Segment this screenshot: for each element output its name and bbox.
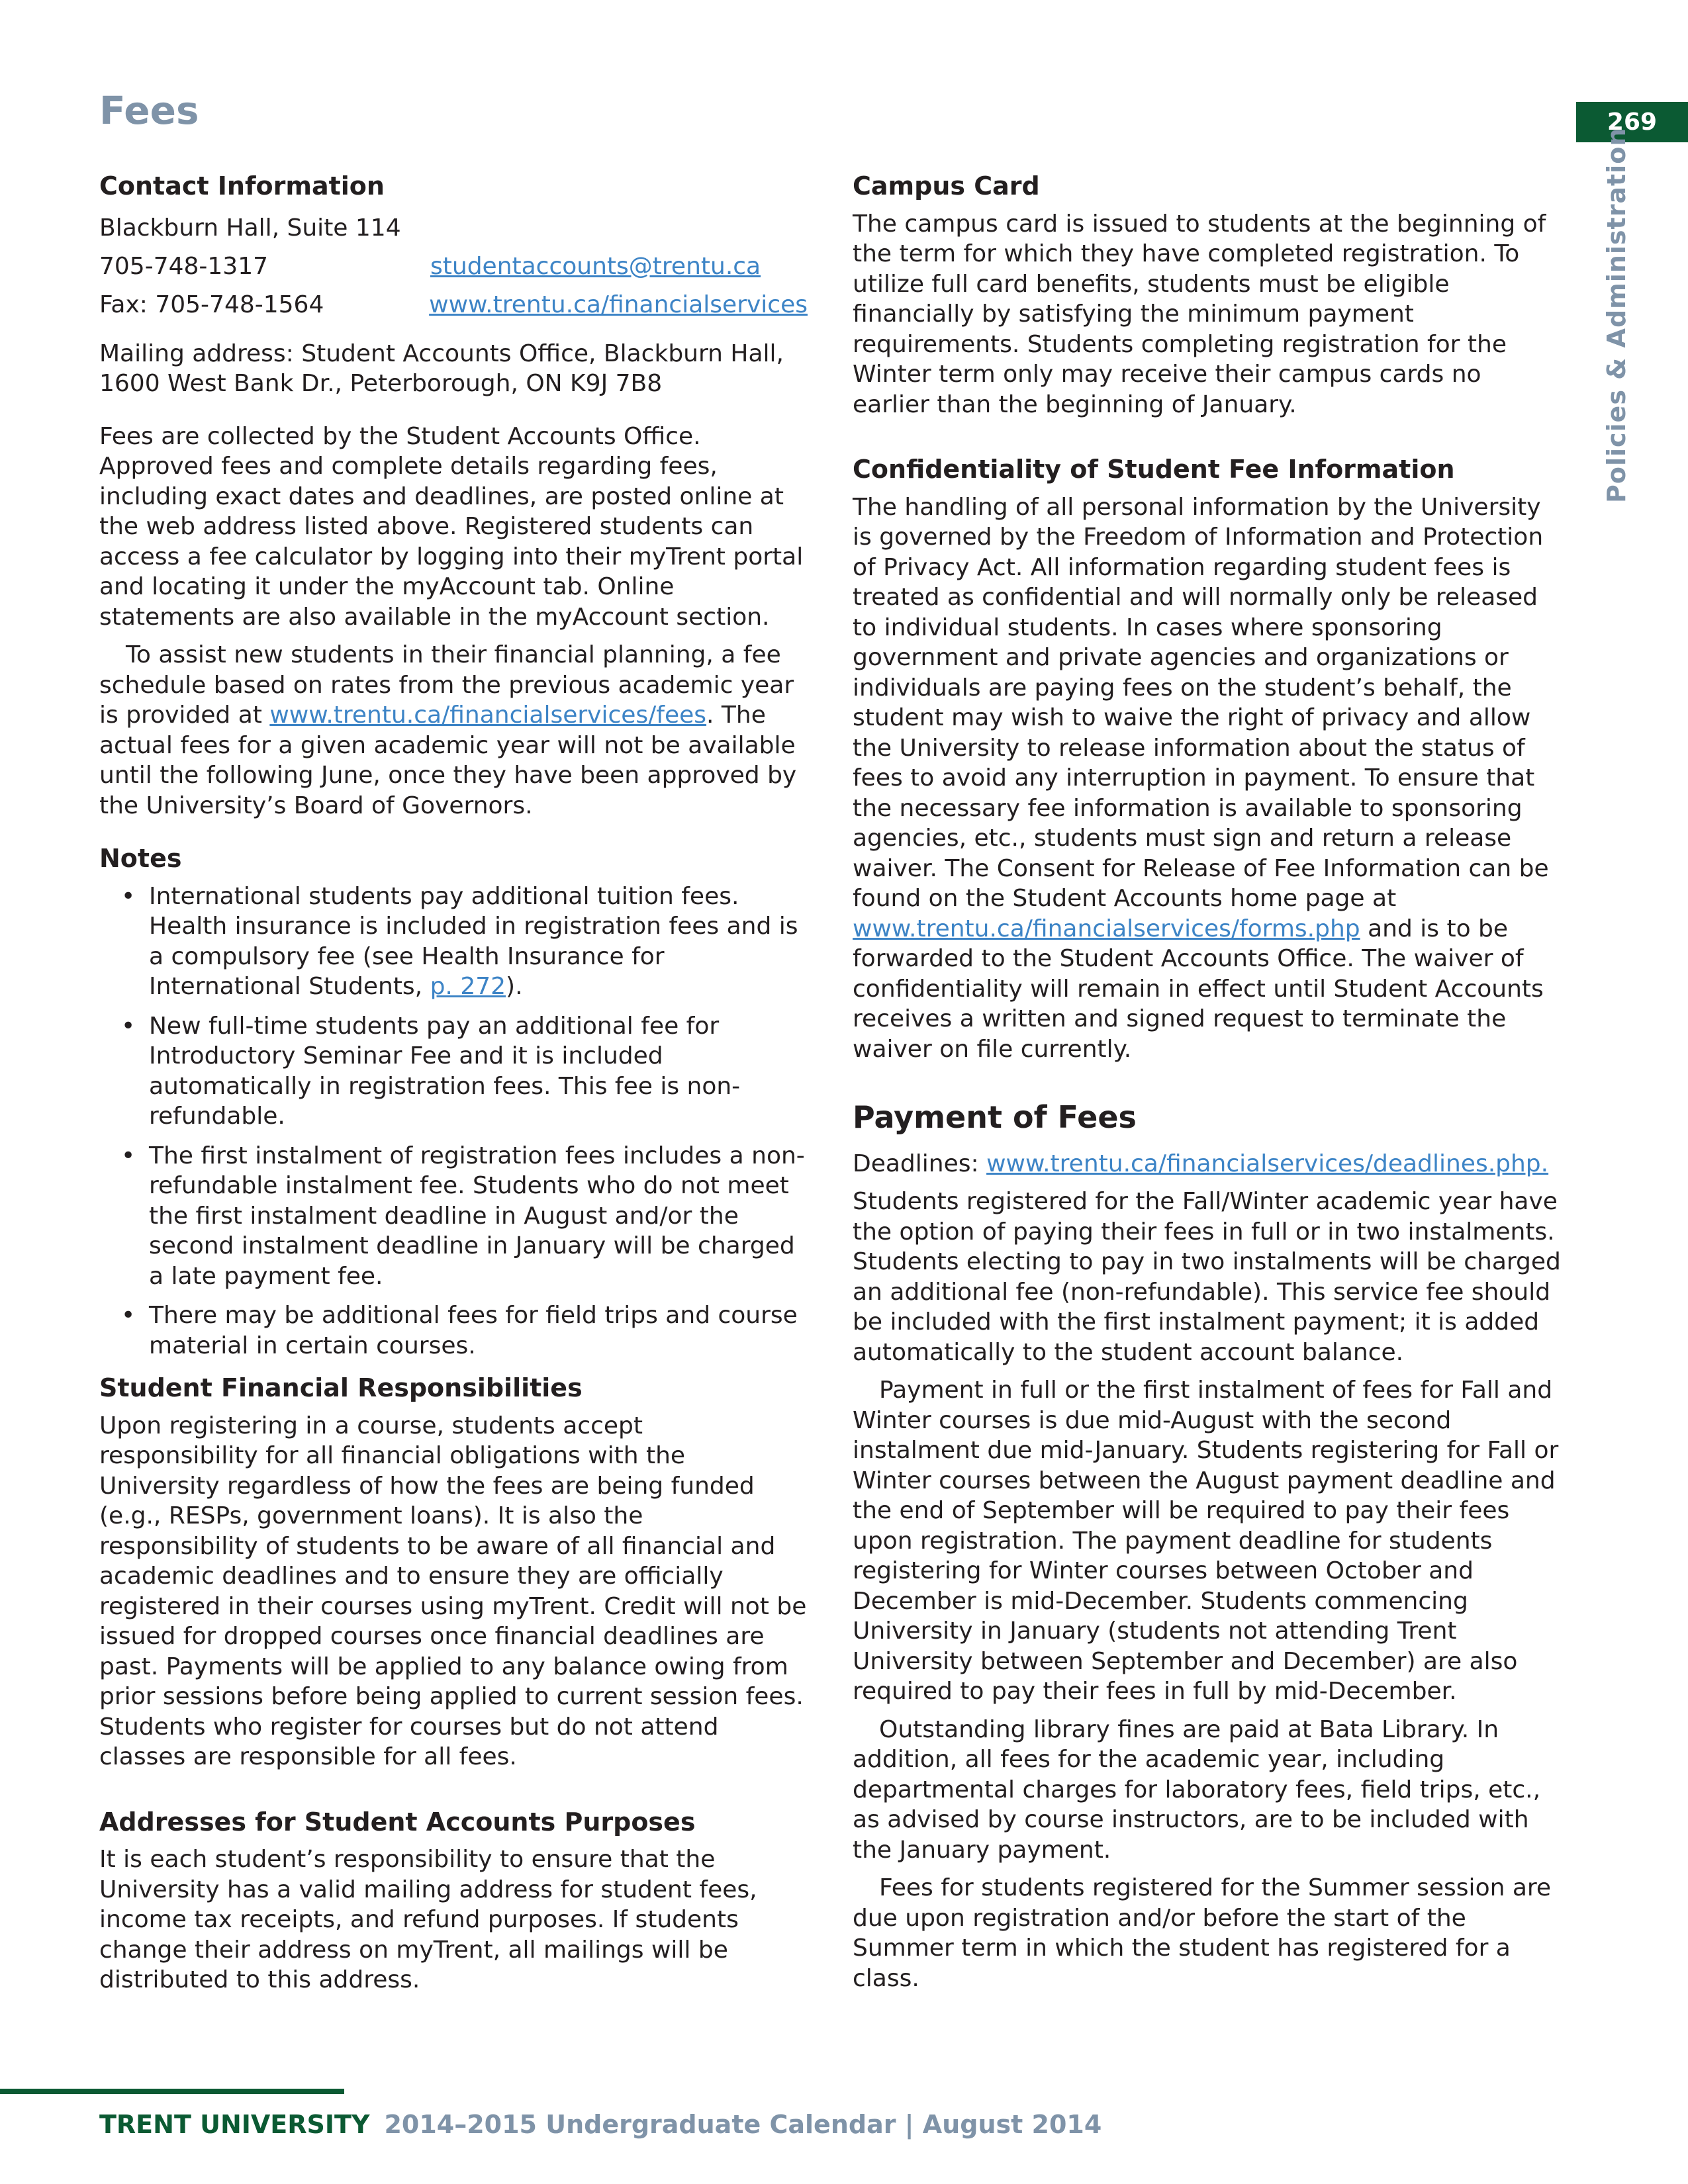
deadlines-label: Deadlines:	[853, 1150, 987, 1177]
confidentiality-heading: Confidentiality of Student Fee Information	[853, 455, 1455, 484]
contact-information-section	[99, 171, 808, 399]
page-title: Fees	[99, 88, 199, 133]
footer	[99, 2110, 1102, 2139]
responsibilities-section	[99, 1373, 808, 1772]
addresses-section	[99, 1807, 808, 1995]
fee-schedule-text: To assist new students in their financial planning, a fee schedule based on rates from the previous academic year is provided at	[99, 641, 794, 729]
campus-card-section	[853, 171, 1561, 420]
list-item	[149, 882, 808, 1002]
intro-section	[99, 422, 808, 821]
deadlines-line	[853, 1149, 1561, 1179]
payment-paragraph-1: Students registered for the Fall/Winter academic year have the option of paying their fees in full or in two instalments. Students electing to pay in two instalments will be charged an additional fee (non-refundable). This service fee should be included with the first instalment payment; it is added automatically to the student account balance.	[853, 1188, 1561, 1366]
footer-rule	[0, 2089, 344, 2094]
payment-heading: Payment of Fees	[853, 1099, 1137, 1135]
phone-number: 705-748-1317	[99, 252, 269, 280]
campus-card-heading: Campus Card	[853, 171, 1040, 201]
confidentiality-text: The handling of all personal information by the University is governed by the Freedom of Information and Protection of Privacy Act. All information regarding student fees is treated as confidential and will normally only be released to individual students. In cases where sponsoring government and private agencies and organizations or individuals are paying fees on the student’s behalf, the student may wish to waive the right of privacy and allow the University to release information about the status of fees to avoid any interruption in payment. To ensure that the necessary fee information is available to sponsoring agencies, etc., students must sign and return a release waiver. The Consent for Release of Fee Information can be found on the Student Accounts home page at	[853, 493, 1549, 912]
right-column	[853, 171, 1561, 2001]
intro-paragraph: Fees are collected by the Student Accounts Office. Approved fees and complete details regarding fees, including exact dates and deadlines, are posted online at the web address listed above. Registered students can access a fee calculator by logging into their myTrent portal and locating it under the myAccount tab. Online statements are also available in the myAccount section.	[99, 422, 804, 631]
page-reference-link[interactable]: p. 272	[430, 973, 506, 1000]
email-link[interactable]: studentaccounts@trentu.ca	[430, 252, 761, 280]
list-item: • There may be additional fees for field trips and course material in certain courses.	[149, 1300, 808, 1361]
confidentiality-section	[853, 454, 1561, 1064]
responsibilities-heading: Student Financial Responsibilities	[99, 1373, 583, 1402]
list-item: • New full-time students pay an additional fee for Introductory Seminar Fee and it is included automatically in registration fees. This fee is non-refundable.	[149, 1011, 808, 1132]
website-link[interactable]: www.trentu.ca/financialservices	[429, 291, 808, 318]
footer-calendar: 2014–2015 Undergraduate Calendar | August 2014	[384, 2110, 1102, 2139]
fees-link[interactable]: www.trentu.ca/financialservices/fees	[269, 702, 707, 729]
addresses-paragraph: It is each student’s responsibility to ensure that the University has a valid mailing address for student fees, income tax receipts, and refund purposes. If students change their address on myTrent, all mailings will be distributed to this address.	[99, 1846, 757, 1993]
fax-row	[99, 286, 808, 324]
confidentiality-paragraph	[853, 492, 1561, 1065]
payment-paragraph-4: Fees for students registered for the Summer session are due upon registration and/or before the start of the Summer term in which the student has registered for a class.	[853, 1874, 1552, 1992]
payment-paragraph-2: Payment in full or the first instalment of fees for Fall and Winter courses is due mid-August with the second instalment due mid-January. Students registering for Fall or Winter courses between the August payment deadline and the end of September will be required to pay their fees upon registration. The payment deadline for students registering for Winter courses between October and December is mid-December. Students commencing University in January (students not attending Trent University between September and December) are also required to pay their fees in full by mid-December.	[853, 1377, 1559, 1705]
note-text-end: ).	[506, 973, 523, 1000]
list-item: • The first instalment of registration fees includes a non-refundable instalment fee. Students who do not meet the first instalment deadline in August and/or the second instalment deadline in January will be charged a late payment fee.	[149, 1141, 808, 1292]
forms-link[interactable]: www.trentu.ca/financialservices/forms.php	[853, 915, 1360, 942]
note-text: International students pay additional tuition fees. Health insurance is included in registration fees and is a compulsory fee (see Health Insurance for International Students,	[149, 882, 798, 1000]
left-column	[99, 171, 808, 2003]
office-address: Blackburn Hall, Suite 114	[99, 214, 401, 242]
fee-schedule-paragraph	[99, 640, 808, 821]
fax-number: Fax: 705-748-1564	[99, 291, 324, 318]
confidentiality-text-end: and is to be forwarded to the Student Accounts Office. The waiver of confidentiality will remain in effect until Student Accounts receives a written and signed request to terminate the waiver on file currently.	[853, 915, 1544, 1063]
phone-row	[99, 248, 808, 286]
campus-card-paragraph: The campus card is issued to students at the beginning of the term for which they have completed registration. To utilize full card benefits, students must be eligible financially by satisfying the minimum payment requirements. Students completing registration for the Winter term only may receive their campus cards no earlier than the beginning of January.	[853, 210, 1546, 418]
page-number: 269	[1576, 102, 1688, 142]
footer-org: TRENT UNIVERSITY	[99, 2110, 370, 2139]
payment-paragraph-3: Outstanding library fines are paid at Bata Library. In addition, all fees for the academic year, including departmental charges for laboratory fees, field trips, etc., as advised by course instructors, are to be included with the January payment.	[853, 1715, 1541, 1864]
payment-section	[853, 1099, 1561, 1993]
responsibilities-paragraph: Upon registering in a course, students accept responsibility for all financial obligations with the University regardless of how the fees are being funded (e.g., RESPs, government loans). It is also the responsibility of students to be aware of all financial and academic deadlines and to ensure they are officially registered in their courses using myTrent. Credit will not be issued for dropped courses once financial deadlines are past. Payments will be applied to any balance owing from prior sessions before being applied to current session fees. Students who register for courses but do not attend classes are responsible for all fees.	[99, 1412, 807, 1770]
deadlines-link[interactable]: www.trentu.ca/financialservices/deadlines.php.	[986, 1150, 1549, 1177]
notes-list	[99, 882, 808, 1361]
office-row	[99, 209, 808, 248]
addresses-heading: Addresses for Student Accounts Purposes	[99, 1807, 696, 1837]
section-side-label: Policies & Administration	[1602, 127, 1631, 503]
fee-schedule-text-end: . The actual fees for a given academic year will not be available until the following June, once they have been approved by the University’s Board of Governors.	[99, 702, 797, 819]
notes-heading: Notes	[99, 844, 182, 873]
contact-heading: Contact Information	[99, 171, 385, 201]
notes-section	[99, 843, 808, 1361]
mailing-address: Mailing address: Student Accounts Office, Blackburn Hall, 1600 West Bank Dr., Peterborough, ON K9J 7B8	[99, 340, 784, 397]
